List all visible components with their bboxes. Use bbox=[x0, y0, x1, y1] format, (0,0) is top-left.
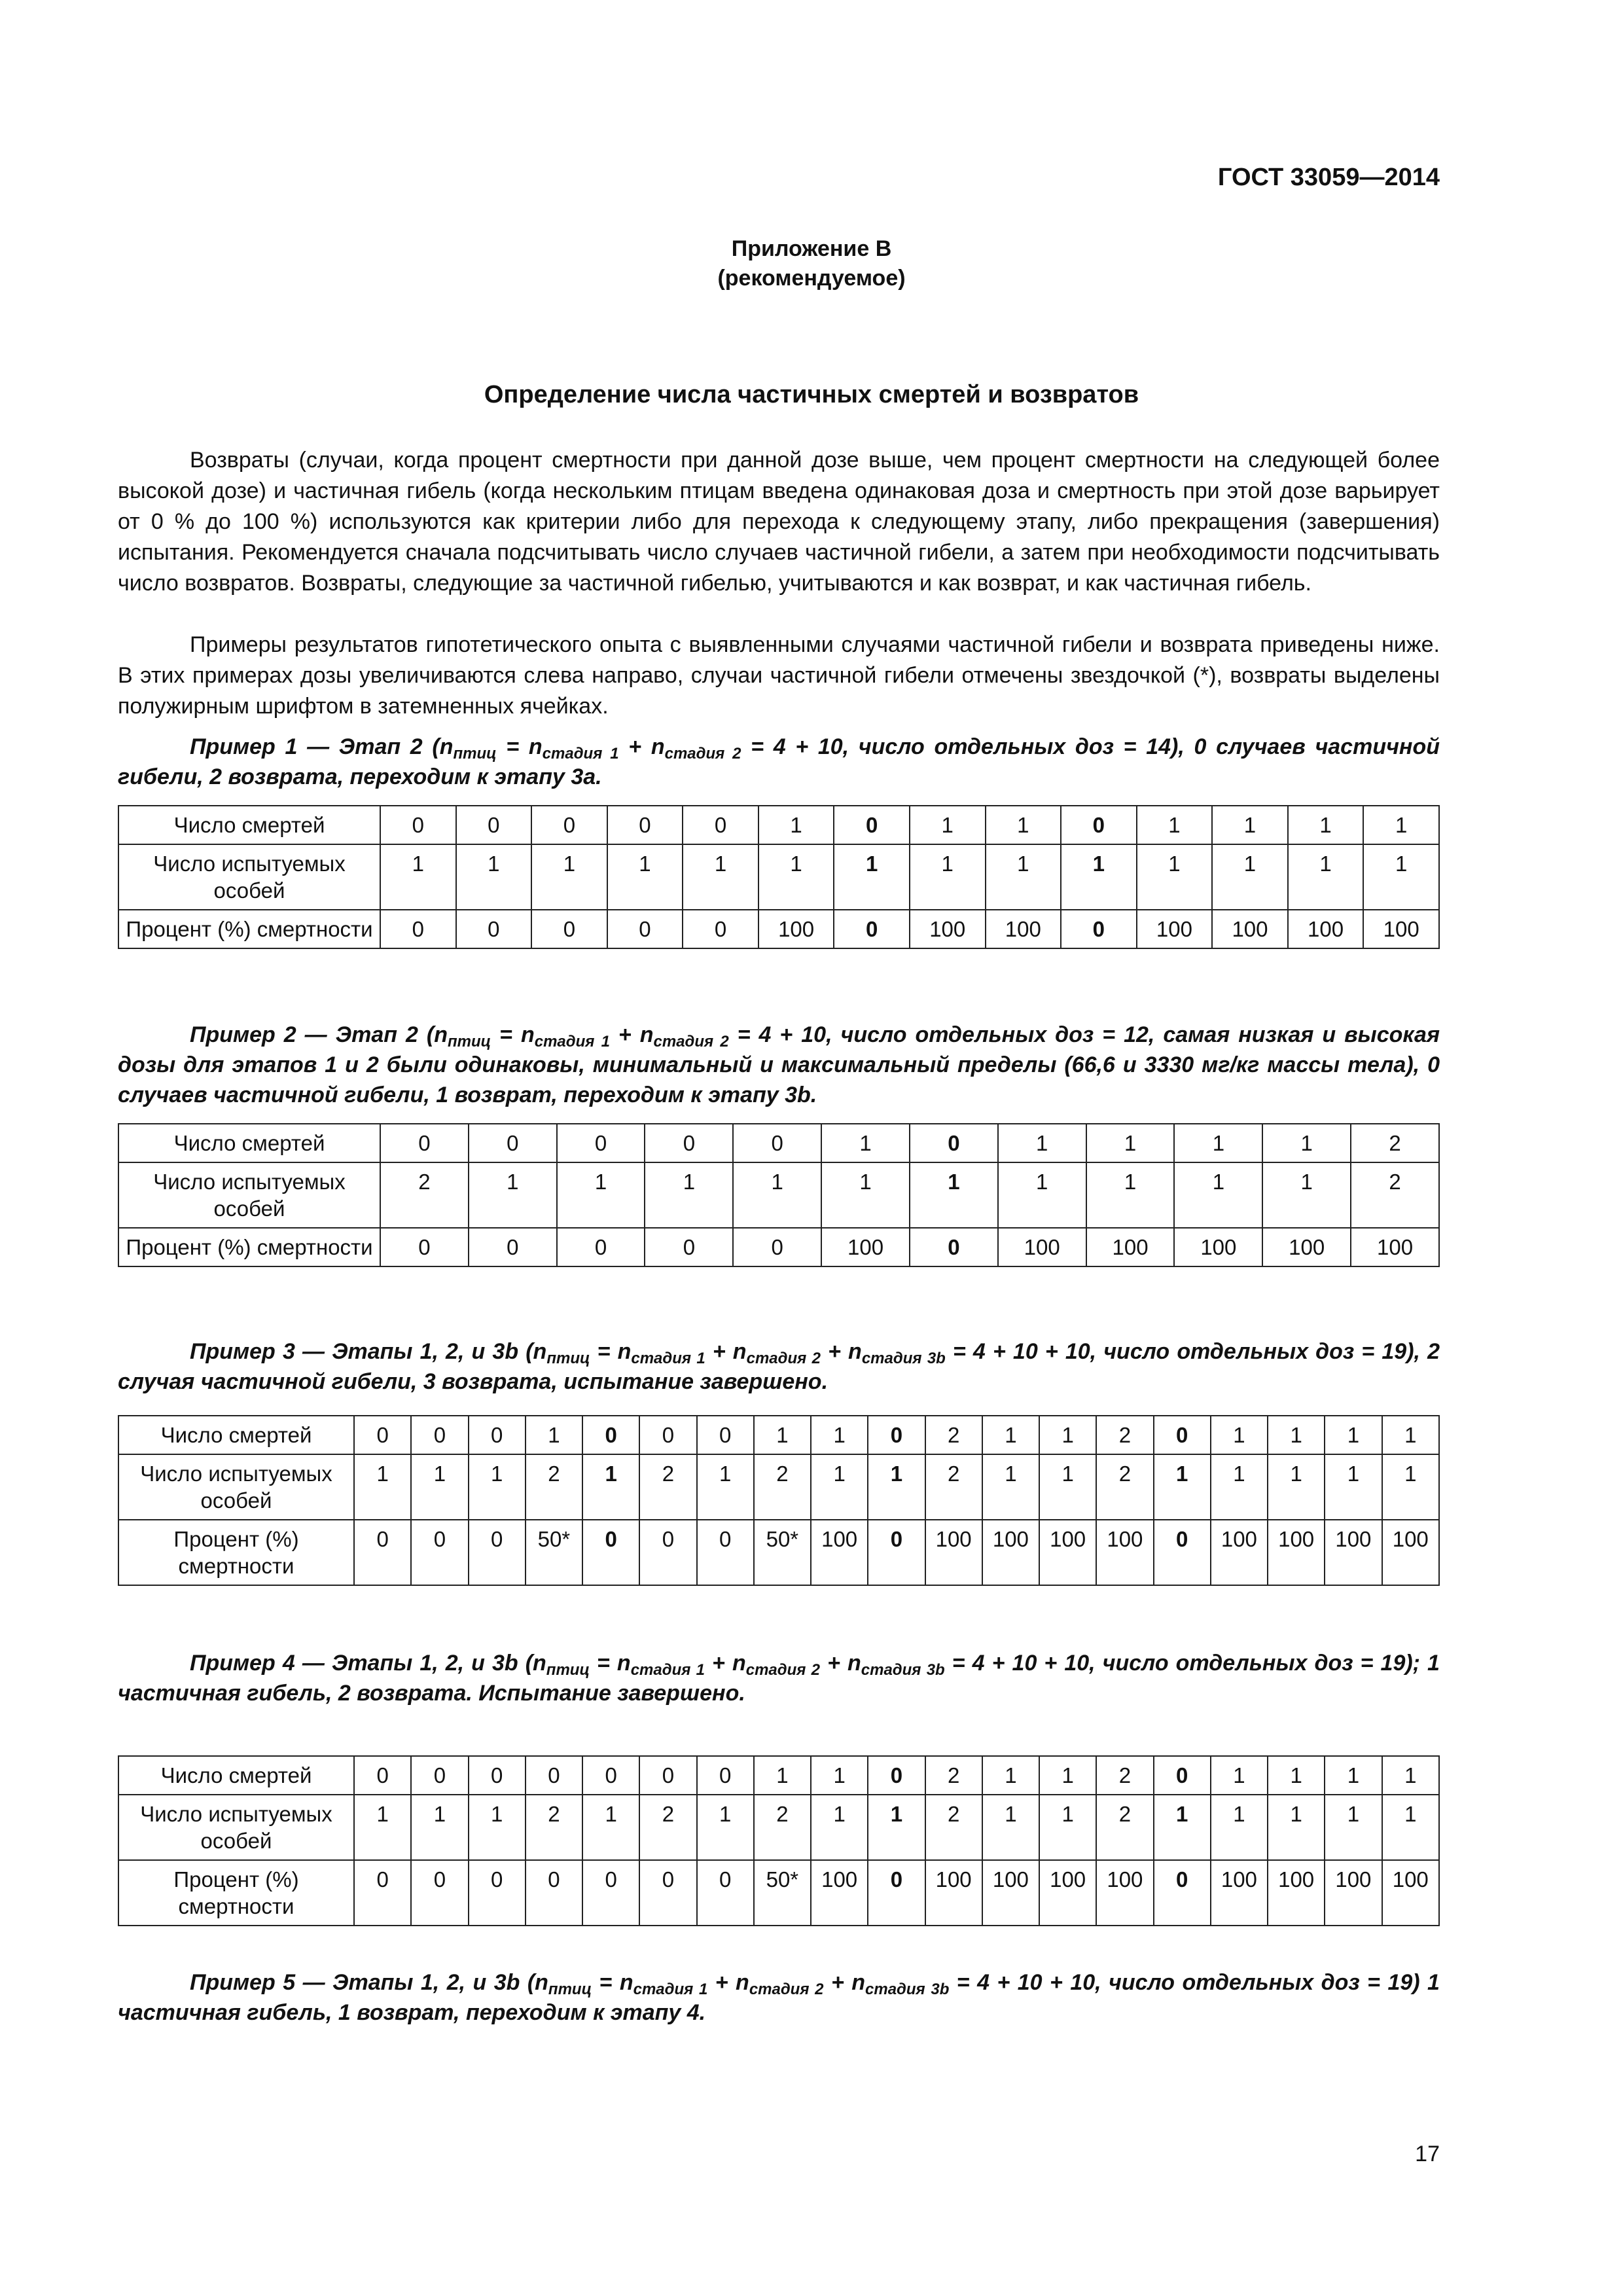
table-cell: 1 bbox=[1325, 1795, 1382, 1860]
appendix-title: Приложение В bbox=[731, 236, 892, 261]
table-cell: 0 bbox=[607, 806, 683, 844]
table-cell: 1 bbox=[1211, 1756, 1268, 1795]
table-cell: 100 bbox=[1096, 1520, 1153, 1585]
table-cell: 0 bbox=[354, 1520, 411, 1585]
table-cell: 1 bbox=[910, 806, 986, 844]
table-cell: 1 bbox=[1137, 844, 1213, 910]
table-cell: 1 bbox=[1288, 806, 1364, 844]
table-cell: 1 bbox=[1262, 1162, 1351, 1228]
table-cell: 2 bbox=[1351, 1162, 1439, 1228]
table-cell: 0 bbox=[354, 1860, 411, 1926]
row-label: Число испытуемых особей bbox=[118, 1795, 354, 1860]
table-cell: 0 bbox=[469, 1860, 526, 1926]
table-cell: 1 bbox=[1086, 1162, 1175, 1228]
table-cell: 100 bbox=[998, 1228, 1086, 1266]
table-cell: 1 bbox=[1363, 844, 1439, 910]
row-label: Процент (%) смертности bbox=[118, 1860, 354, 1926]
table-cell: 0 bbox=[733, 1228, 821, 1266]
table-cell: 0 bbox=[582, 1520, 639, 1585]
table-row bbox=[118, 1520, 1439, 1585]
example-table bbox=[118, 1415, 1440, 1586]
table-cell: 100 bbox=[1212, 910, 1288, 948]
table-cell: 1 bbox=[1325, 1416, 1382, 1454]
example-caption: Пример 5 — Этапы 1, 2, и 3b ($n_{птиц} = n_{стадия 1} + n_{стадия 2} + n_{стадия 3b} = 4 + 10 + 10$, число отдельных доз = 19) 1 частичная гибель, 1 возврат, переходим к этапу 4. bbox=[118, 1970, 1440, 2025]
table-cell: 1 bbox=[1268, 1795, 1325, 1860]
table-cell: 0 bbox=[354, 1416, 411, 1454]
example-caption: Пример 2 — Этап 2 ($n_{птиц} = n_{стадия 1} + n_{стадия 2} = 4 + 10$, число отдельных доз = 12, самая низкая и высокая дозы для этапов 1 и 2 были одинаковы, минимальный и максимальный пределы (66,6 и 3330 мг/кг массы тела), 0 случаев частичной гибели, 1 возврат, переходим к этапу 3b. bbox=[118, 1022, 1440, 1107]
table-cell: 0 bbox=[469, 1416, 526, 1454]
table-cell: 0 bbox=[354, 1756, 411, 1795]
table-cell: 1 bbox=[469, 1162, 557, 1228]
table-cell: 0 bbox=[645, 1228, 733, 1266]
table-row bbox=[118, 1228, 1439, 1266]
table-cell: 1 bbox=[582, 1454, 639, 1520]
table-row bbox=[118, 1795, 1439, 1860]
row-label: Процент (%) смертности bbox=[118, 1520, 354, 1585]
table-cell: 1 bbox=[1211, 1795, 1268, 1860]
table-cell: 0 bbox=[456, 806, 532, 844]
example-caption: Пример 1 — Этап 2 ($n_{птиц} = n_{стадия 1} + n_{стадия 2} = 4 + 10$, число отдельных доз = 14), 0 случаев частичной гибели, 2 возврата, переходим к этапу 3а. bbox=[118, 734, 1440, 789]
table-cell: 1 bbox=[531, 844, 607, 910]
appendix-heading bbox=[0, 234, 1623, 293]
table-row bbox=[118, 1124, 1439, 1162]
row-label: Процент (%) смертности bbox=[118, 910, 380, 948]
table-row bbox=[118, 1416, 1439, 1454]
table-cell: 0 bbox=[582, 1860, 639, 1926]
table-cell: 1 bbox=[582, 1795, 639, 1860]
body-paragraph: Возвраты (случаи, когда процент смертности при данной дозе выше, чем процент смертности на следующей более высокой дозе) и частичная гибель (когда нескольким птицам введена одинаковая доза и смертность при этой дозе варьирует от 0 % до 100 %) используются как критерии либо для перехода к следующему этапу, либо прекращения (завершения) испытания. Рекомендуется сначала подсчитывать число случаев частичной гибели, а затем при необходимости подсчитывать число возвратов. Возвраты, следующие за частичной гибелью, учитываются и как возврат, и как частичная гибель. bbox=[118, 448, 1440, 596]
table-cell: 100 bbox=[1211, 1860, 1268, 1926]
table-cell: 0 bbox=[582, 1416, 639, 1454]
table-cell: 1 bbox=[821, 1124, 910, 1162]
table-cell: 1 bbox=[1211, 1454, 1268, 1520]
table-cell: 0 bbox=[526, 1860, 582, 1926]
table-cell: 1 bbox=[1154, 1454, 1211, 1520]
table-cell: 1 bbox=[834, 844, 910, 910]
table-cell: 0 bbox=[456, 910, 532, 948]
table-cell: 100 bbox=[925, 1860, 982, 1926]
table-cell: 100 bbox=[1262, 1228, 1351, 1266]
table-cell: 100 bbox=[1351, 1228, 1439, 1266]
example-table bbox=[118, 1123, 1440, 1267]
table-cell: 1 bbox=[811, 1756, 868, 1795]
table-cell: 1 bbox=[526, 1416, 582, 1454]
table-cell: 2 bbox=[526, 1795, 582, 1860]
row-label: Число смертей bbox=[118, 1756, 354, 1795]
table-cell: 0 bbox=[1154, 1860, 1211, 1926]
table-cell: 2 bbox=[1096, 1416, 1153, 1454]
table-cell: 0 bbox=[639, 1416, 696, 1454]
table-cell: 0 bbox=[607, 910, 683, 948]
table-cell: 0 bbox=[868, 1756, 925, 1795]
table-cell: 1 bbox=[1061, 844, 1137, 910]
table-cell: 0 bbox=[1154, 1416, 1211, 1454]
table-cell: 100 bbox=[758, 910, 834, 948]
table-cell: 2 bbox=[1096, 1454, 1153, 1520]
table-cell: 100 bbox=[1325, 1520, 1382, 1585]
table-cell: 1 bbox=[1382, 1454, 1440, 1520]
table-cell: 0 bbox=[380, 1124, 469, 1162]
table-cell: 2 bbox=[639, 1795, 696, 1860]
table-row bbox=[118, 1860, 1439, 1926]
table-cell: 0 bbox=[411, 1520, 468, 1585]
table-cell: 50* bbox=[526, 1520, 582, 1585]
table-cell: 0 bbox=[868, 1860, 925, 1926]
table-cell: 2 bbox=[1351, 1124, 1439, 1162]
table-cell: 0 bbox=[469, 1228, 557, 1266]
row-label: Число смертей bbox=[118, 1124, 380, 1162]
row-label: Число смертей bbox=[118, 1416, 354, 1454]
table-cell: 1 bbox=[411, 1454, 468, 1520]
table-cell: 1 bbox=[1268, 1756, 1325, 1795]
table-cell: 100 bbox=[821, 1228, 910, 1266]
table-cell: 1 bbox=[1268, 1454, 1325, 1520]
table-cell: 0 bbox=[697, 1416, 754, 1454]
table-cell: 100 bbox=[1039, 1860, 1096, 1926]
table-cell: 1 bbox=[821, 1162, 910, 1228]
table-cell: 100 bbox=[1086, 1228, 1175, 1266]
table-cell: 1 bbox=[1382, 1756, 1440, 1795]
row-label: Процент (%) смертности bbox=[118, 1228, 380, 1266]
body-paragraph: Примеры результатов гипотетического опыта с выявленными случаями частичной гибели и возврата приведены ниже. В этих примерах дозы увеличиваются слева направо, случаи частичной гибели отмечены звездочкой (*), возвраты выделены полужирным шрифтом в затемненных ячейках. bbox=[118, 632, 1440, 719]
table-cell: 2 bbox=[1096, 1756, 1153, 1795]
table-cell: 0 bbox=[411, 1416, 468, 1454]
table-cell: 0 bbox=[697, 1756, 754, 1795]
table-cell: 1 bbox=[411, 1795, 468, 1860]
table-cell: 1 bbox=[811, 1795, 868, 1860]
table-cell: 100 bbox=[811, 1860, 868, 1926]
table-cell: 1 bbox=[1325, 1756, 1382, 1795]
table-cell: 0 bbox=[469, 1756, 526, 1795]
table-cell: 1 bbox=[697, 1795, 754, 1860]
table-cell: 0 bbox=[910, 1124, 998, 1162]
table-cell: 0 bbox=[639, 1756, 696, 1795]
page-number: 17 bbox=[1415, 2142, 1440, 2166]
table-cell: 100 bbox=[1325, 1860, 1382, 1926]
table-cell: 1 bbox=[1154, 1795, 1211, 1860]
table-cell: 1 bbox=[1039, 1454, 1096, 1520]
table-cell: 0 bbox=[683, 806, 758, 844]
table-cell: 1 bbox=[910, 844, 986, 910]
table-row bbox=[118, 1162, 1439, 1228]
table-cell: 1 bbox=[1086, 1124, 1175, 1162]
table-cell: 2 bbox=[754, 1454, 811, 1520]
row-label: Число смертей bbox=[118, 806, 380, 844]
row-label: Число испытуемых особей bbox=[118, 1162, 380, 1228]
table-cell: 100 bbox=[1268, 1520, 1325, 1585]
table-cell: 1 bbox=[986, 806, 1061, 844]
table-cell: 0 bbox=[411, 1860, 468, 1926]
table-cell: 0 bbox=[469, 1124, 557, 1162]
table-cell: 0 bbox=[380, 806, 456, 844]
table-cell: 0 bbox=[639, 1860, 696, 1926]
table-cell: 0 bbox=[469, 1520, 526, 1585]
table-cell: 1 bbox=[607, 844, 683, 910]
table-cell: 0 bbox=[557, 1124, 645, 1162]
table-cell: 0 bbox=[411, 1756, 468, 1795]
table-cell: 0 bbox=[380, 910, 456, 948]
table-cell: 1 bbox=[1212, 844, 1288, 910]
table-cell: 1 bbox=[910, 1162, 998, 1228]
example-caption: Пример 4 — Этапы 1, 2, и 3b ($n_{птиц} = n_{стадия 1} + n_{стадия 2} + n_{стадия 3b} = 4 + 10 + 10$, число отдельных доз = 19); 1 частичная гибель, 2 возврата. Испытание завершено. bbox=[118, 1651, 1440, 1706]
table-cell: 1 bbox=[811, 1416, 868, 1454]
table-cell: 0 bbox=[697, 1860, 754, 1926]
table-cell: 100 bbox=[982, 1520, 1039, 1585]
table-cell: 1 bbox=[469, 1795, 526, 1860]
table-cell: 1 bbox=[683, 844, 758, 910]
table-cell: 0 bbox=[868, 1416, 925, 1454]
table-cell: 0 bbox=[1154, 1520, 1211, 1585]
table-cell: 0 bbox=[582, 1756, 639, 1795]
table-cell: 100 bbox=[910, 910, 986, 948]
table-cell: 1 bbox=[697, 1454, 754, 1520]
table-cell: 100 bbox=[1137, 910, 1213, 948]
table-cell: 100 bbox=[1382, 1520, 1440, 1585]
table-cell: 100 bbox=[1382, 1860, 1440, 1926]
table-cell: 0 bbox=[1061, 806, 1137, 844]
table-cell: 1 bbox=[1039, 1795, 1096, 1860]
table-cell: 2 bbox=[1096, 1795, 1153, 1860]
table-cell: 1 bbox=[557, 1162, 645, 1228]
table-cell: 0 bbox=[531, 806, 607, 844]
table-cell: 1 bbox=[1174, 1162, 1262, 1228]
table-cell: 0 bbox=[557, 1228, 645, 1266]
table-cell: 1 bbox=[1325, 1454, 1382, 1520]
example-caption: Пример 3 — Этапы 1, 2, и 3b ($n_{птиц} = n_{стадия 1} + n_{стадия 2} + n_{стадия 3b} = 4 + 10 + 10$, число отдельных доз = 19), 2 случая частичной гибели, 3 возврата, испытание завершено. bbox=[118, 1339, 1440, 1394]
table-cell: 1 bbox=[645, 1162, 733, 1228]
table-cell: 1 bbox=[986, 844, 1061, 910]
table-cell: 100 bbox=[925, 1520, 982, 1585]
table-cell: 1 bbox=[456, 844, 532, 910]
table-cell: 1 bbox=[982, 1795, 1039, 1860]
table-cell: 1 bbox=[811, 1454, 868, 1520]
table-cell: 100 bbox=[1211, 1520, 1268, 1585]
table-cell: 1 bbox=[754, 1416, 811, 1454]
table-row bbox=[118, 910, 1439, 948]
table-cell: 0 bbox=[380, 1228, 469, 1266]
table-cell: 2 bbox=[754, 1795, 811, 1860]
table-cell: 1 bbox=[998, 1124, 1086, 1162]
table-cell: 50* bbox=[754, 1520, 811, 1585]
document-code: ГОСТ 33059—2014 bbox=[1217, 164, 1440, 191]
example-table bbox=[118, 1755, 1440, 1926]
table-cell: 1 bbox=[982, 1416, 1039, 1454]
table-cell: 1 bbox=[469, 1454, 526, 1520]
appendix-status: (рекомендуемое) bbox=[717, 266, 906, 291]
table-cell: 100 bbox=[1096, 1860, 1153, 1926]
table-cell: 1 bbox=[754, 1756, 811, 1795]
example-table bbox=[118, 805, 1440, 949]
table-cell: 100 bbox=[986, 910, 1061, 948]
table-cell: 0 bbox=[868, 1520, 925, 1585]
table-cell: 2 bbox=[925, 1416, 982, 1454]
table-cell: 1 bbox=[1174, 1124, 1262, 1162]
table-cell: 1 bbox=[1137, 806, 1213, 844]
table-cell: 1 bbox=[354, 1454, 411, 1520]
table-cell: 0 bbox=[834, 806, 910, 844]
table-cell: 1 bbox=[982, 1454, 1039, 1520]
table-cell: 1 bbox=[1262, 1124, 1351, 1162]
table-cell: 1 bbox=[1363, 806, 1439, 844]
table-cell: 100 bbox=[1288, 910, 1364, 948]
table-cell: 2 bbox=[925, 1756, 982, 1795]
table-cell: 1 bbox=[1211, 1416, 1268, 1454]
table-cell: 1 bbox=[1382, 1795, 1440, 1860]
table-cell: 1 bbox=[982, 1756, 1039, 1795]
table-cell: 2 bbox=[639, 1454, 696, 1520]
table-cell: 0 bbox=[639, 1520, 696, 1585]
table-cell: 1 bbox=[1039, 1416, 1096, 1454]
table-cell: 1 bbox=[758, 844, 834, 910]
table-cell: 2 bbox=[380, 1162, 469, 1228]
table-cell: 1 bbox=[354, 1795, 411, 1860]
table-cell: 0 bbox=[834, 910, 910, 948]
table-row bbox=[118, 1756, 1439, 1795]
table-cell: 100 bbox=[982, 1860, 1039, 1926]
row-label: Число испытуемых особей bbox=[118, 844, 380, 910]
table-cell: 1 bbox=[868, 1454, 925, 1520]
table-cell: 1 bbox=[1268, 1416, 1325, 1454]
table-cell: 1 bbox=[868, 1795, 925, 1860]
table-cell: 0 bbox=[531, 910, 607, 948]
table-cell: 0 bbox=[645, 1124, 733, 1162]
table-cell: 2 bbox=[526, 1454, 582, 1520]
table-row bbox=[118, 806, 1439, 844]
table-cell: 50* bbox=[754, 1860, 811, 1926]
table-row bbox=[118, 844, 1439, 910]
section-title: Определение числа частичных смертей и возвратов bbox=[484, 381, 1139, 408]
table-cell: 0 bbox=[1061, 910, 1137, 948]
table-cell: 100 bbox=[1363, 910, 1439, 948]
table-cell: 1 bbox=[1212, 806, 1288, 844]
table-cell: 1 bbox=[1039, 1756, 1096, 1795]
row-label: Число испытуемых особей bbox=[118, 1454, 354, 1520]
table-cell: 0 bbox=[526, 1756, 582, 1795]
table-cell: 1 bbox=[1288, 844, 1364, 910]
table-cell: 1 bbox=[733, 1162, 821, 1228]
table-cell: 100 bbox=[811, 1520, 868, 1585]
table-cell: 0 bbox=[683, 910, 758, 948]
table-cell: 100 bbox=[1174, 1228, 1262, 1266]
table-cell: 0 bbox=[697, 1520, 754, 1585]
table-cell: 1 bbox=[758, 806, 834, 844]
table-cell: 0 bbox=[910, 1228, 998, 1266]
table-cell: 0 bbox=[1154, 1756, 1211, 1795]
table-cell: 1 bbox=[1382, 1416, 1440, 1454]
table-cell: 100 bbox=[1268, 1860, 1325, 1926]
table-cell: 1 bbox=[998, 1162, 1086, 1228]
table-cell: 2 bbox=[925, 1795, 982, 1860]
table-cell: 100 bbox=[1039, 1520, 1096, 1585]
table-row bbox=[118, 1454, 1439, 1520]
table-cell: 0 bbox=[733, 1124, 821, 1162]
table-cell: 1 bbox=[380, 844, 456, 910]
table-cell: 2 bbox=[925, 1454, 982, 1520]
